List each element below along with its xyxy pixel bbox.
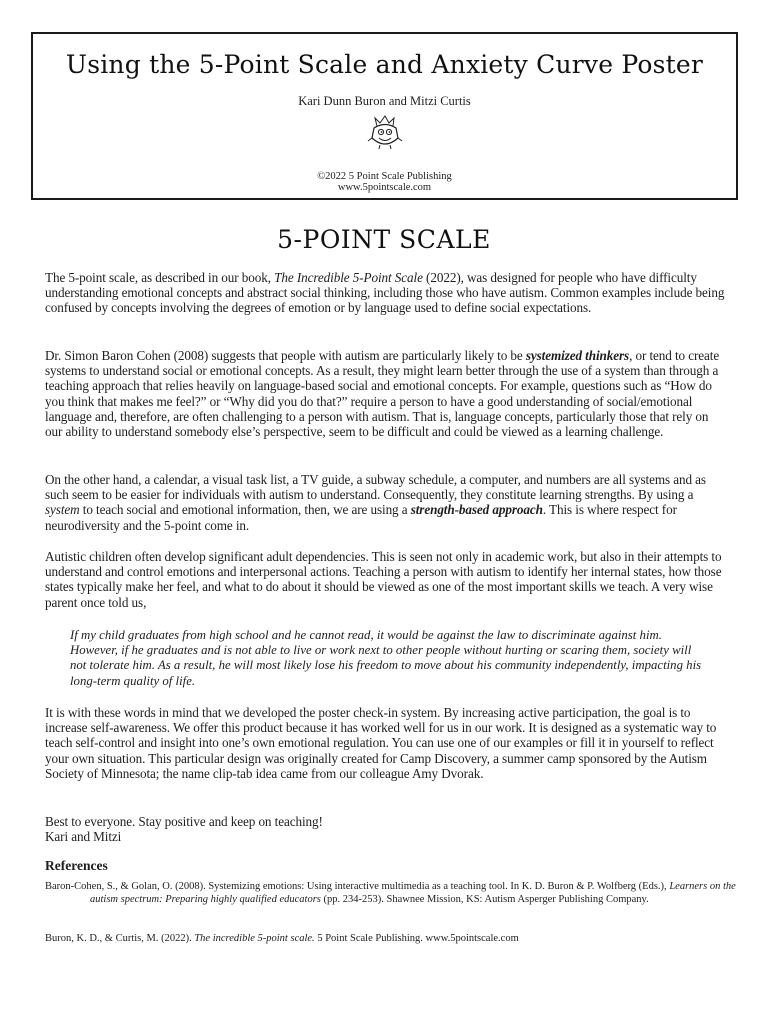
references-heading: References (45, 858, 108, 873)
emphasis-term: systemized thinkers (525, 348, 630, 363)
emphasis-word: system (45, 502, 80, 518)
header-box (31, 32, 738, 200)
reference-text: Baron-Cohen, S., & Golan, O. (2008). Systemizing emotions: Using interactive multimedia as a teaching tool. In K. D. Buron & P. Wolfberg (Eds.), (45, 881, 670, 892)
closing (45, 814, 725, 844)
paragraph-1 (45, 270, 725, 316)
website-line: www.5pointscale.com (337, 182, 432, 193)
paragraph-text: The 5-point scale, as described in our book, (45, 270, 275, 285)
reference-text: 5 Point Scale Publishing. www.5pointscale.com (314, 933, 519, 944)
emphasis-term: strength-based approach (410, 502, 543, 518)
block-quote: If my child graduates from high school and he cannot read, it would be against the law to discriminate against him. However, if he graduates and is not able to live or work next to other people without hurting or scaring them, society will not tolerate him. As a result, he will most likely lose his freedom to move about his community independently, impacting his long-term quality of life. (70, 628, 702, 688)
paragraph-3 (45, 472, 725, 533)
reference-2 (45, 933, 750, 946)
smiling-mascot-icon (365, 112, 405, 152)
book-title: The Incredible 5-Point Scale (274, 270, 423, 285)
paragraph-5: It is with these words in mind that we developed the poster check-in system. By increasing active participation, the goal is to increase self-awareness. We offer this product because it has worked well for us in our work. It is designed as a systematic way to teach self-control and insight into one’s own emotional regulation. You can use one of our examples or fill it in yourself to reflect your own situation. This particular design was originally created for Camp Discovery, a summer camp sponsored by the Autism Society of Minnesota; the name clip-tab idea came from our colleague Amy Dvorak. (45, 705, 717, 781)
authors: Kari Dunn Buron and Mitzi Curtis (298, 94, 471, 108)
section-title: 5-POINT SCALE (277, 225, 491, 254)
reference-text: Buron, K. D., & Curtis, M. (2022). (45, 933, 195, 944)
copyright-line: ©2022 5 Point Scale Publishing (317, 171, 452, 182)
paragraph-text: On the other hand, a calendar, a visual task list, a TV guide, a subway schedule, a computer, and numbers are all systems and as such seem to be easier for individuals with autism to understand. Consequently, they constitute learning strengths. By using a (45, 472, 706, 503)
reference-text: (pp. 234-253). Shawnee Mission, KS: Autism Asperger Publishing Company. (320, 893, 649, 905)
paragraph-4: Autistic children often develop significant adult dependencies. This is seen not only in academic work, but also in their attempts to understand and control emotions and interpersonal actions. Teaching a person with autism to identify her internal states, how those states typically make her feel, and what to do about it should be viewed as one of the most important skills we teach. A very wise parent once told us, (45, 549, 722, 610)
paragraph-text: . This is where respect for neurodiversity and the 5-point come in. (45, 502, 677, 533)
reference-title: Learners on the autism spectrum: Preparing highly qualified educators (90, 881, 736, 905)
paragraph-text: , or tend to create systems to understand social or emotional concepts. As a result, they might learn better through the use of a system than through a teaching approach that relies heavily on language-based social and emotional concepts. For example, questions such as “How do you think that makes me feel?” or “Why did you do that?” require a person to have a good understanding of social/emotional language and, therefore, are often challenging to a person with autism. That is, language concepts, particularly those that rely on our ability to understand somebody else’s perspective, seem to be difficult and could be viewed as a learning challenge. (45, 348, 720, 440)
reference-title: The incredible 5-point scale. (194, 933, 315, 944)
copyright-block (33, 171, 736, 193)
signature-line: Kari and Mitzi (45, 829, 122, 845)
paragraph-text: Dr. Simon Baron Cohen (2008) suggests that people with autism are particularly likely to be (45, 348, 526, 363)
reference-1 (45, 881, 750, 906)
paragraph-text: to teach social and emotional information, then, we are using a (79, 502, 411, 518)
paragraph-text: (2022), was designed for people who have difficulty understanding emotional concepts and abstract social thinking, including those who have autism. Common examples include being confused by concepts involving the degrees of emotion or by language used to define social expectations. (45, 270, 725, 316)
closing-line: Best to everyone. Stay positive and keep on teaching! (45, 814, 323, 829)
document-title: Using the 5-Point Scale and Anxiety Curve Poster (65, 50, 704, 79)
paragraph-2 (45, 348, 725, 439)
